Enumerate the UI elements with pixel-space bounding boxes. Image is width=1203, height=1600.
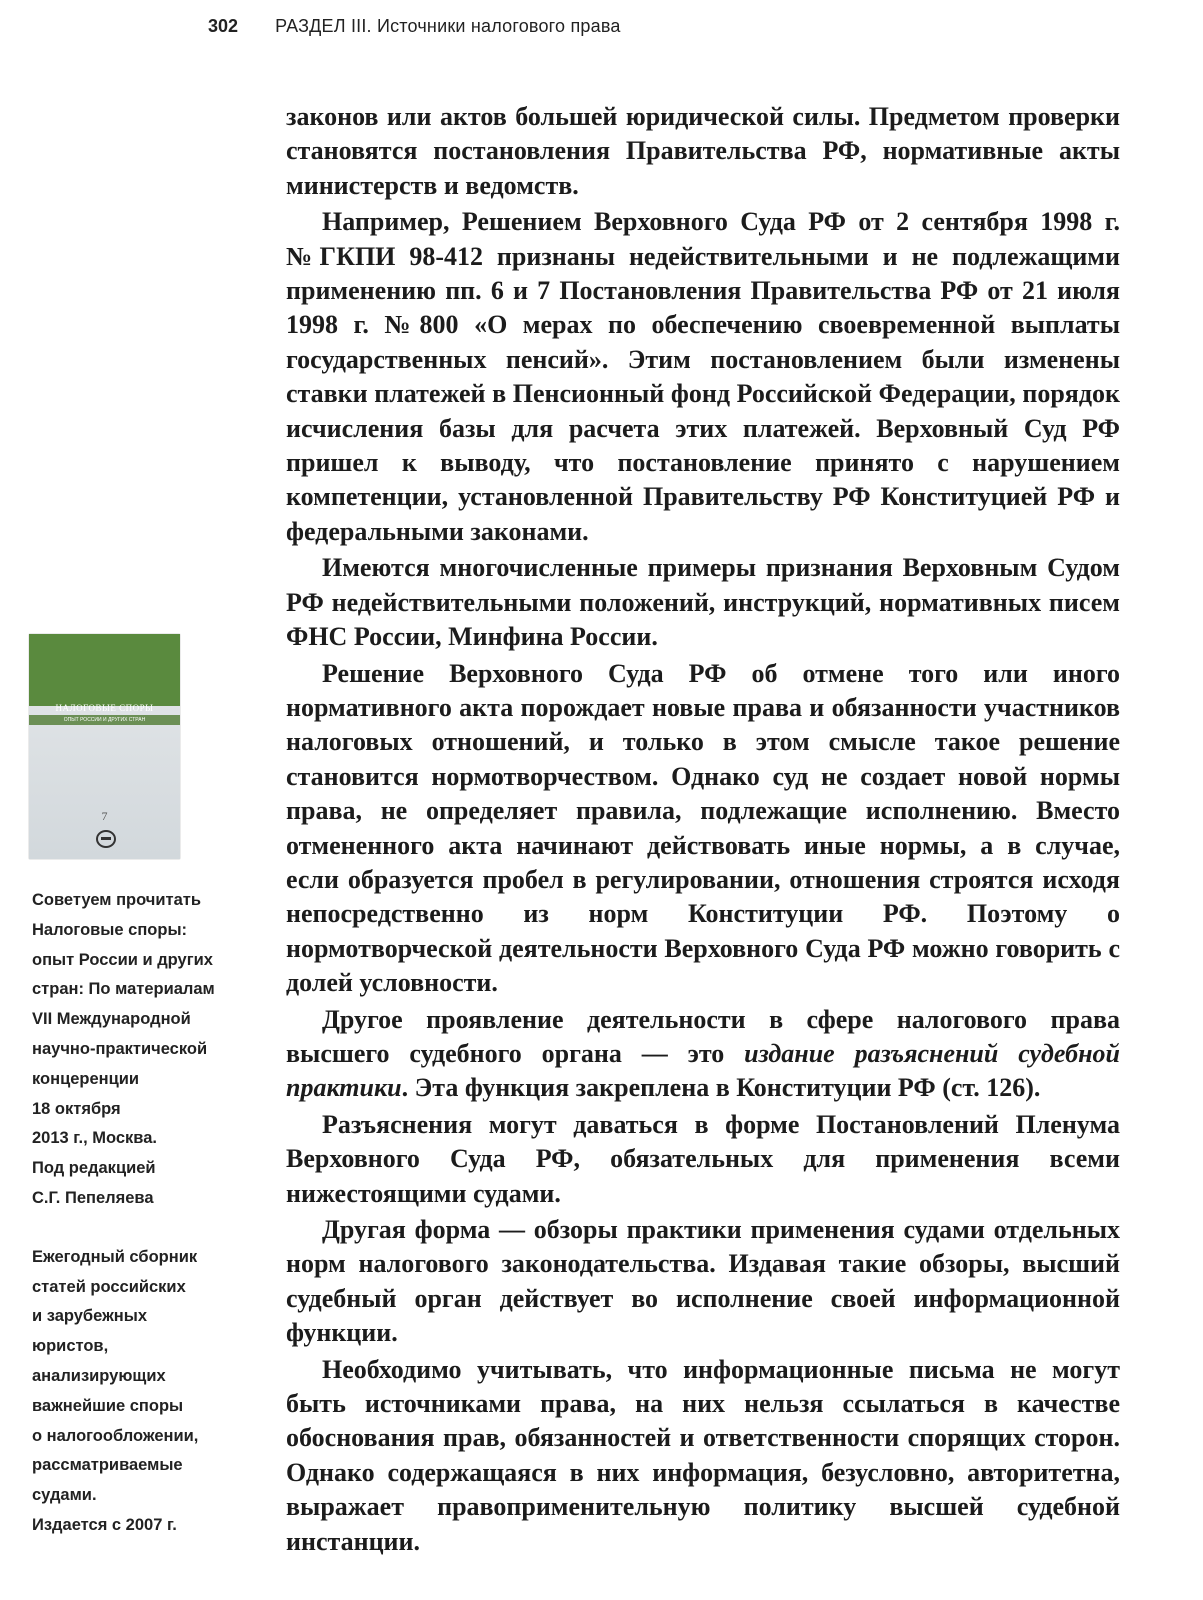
sidebar-line: и зарубежных <box>32 1307 148 1326</box>
italic-emphasis: издание разъяснений судебной практики <box>286 1038 1120 1103</box>
paragraph <box>286 1003 1120 1106</box>
sidebar-line: опыт России и других <box>32 950 213 969</box>
cover-edition: 7 <box>101 809 108 823</box>
sidebar-line: Ежегодный сборник <box>32 1247 198 1266</box>
main-text <box>286 100 1120 1561</box>
sidebar-line: Издается с 2007 г. <box>32 1515 177 1534</box>
paragraph: Решение Верховного Суда РФ об отмене того или иного нормативного акта порождает новые права и обязанности участников налоговых отношений, и только в этом смысле такое решение становится нормотворчеством. Однако суд не создает новой нормы права, не определяет правила, подлежащие исполнению. Вместо отмененного акта начинают действовать иные нормы, а в случае, если образуется пробел в регулировании, отношения строятся исходя непосредственно из норм Конституции РФ. Поэтому о нормотворческой деятельности Верховного Суда РФ можно говорить с долей условности. <box>286 658 1120 998</box>
sidebar-line: 18 октября <box>32 1099 121 1118</box>
sidebar-line: Советуем прочитать <box>32 891 201 909</box>
paragraph-text: . Эта функция закреплена в Конституции РФ (ст. 126). <box>401 1073 1041 1103</box>
sidebar-line: концеренции <box>32 1069 140 1088</box>
section-title: РАЗДЕЛ III. Источники налогового права <box>275 16 621 36</box>
sidebar-line: стран: По материалам <box>32 980 215 999</box>
paragraph: Другая форма — обзоры практики применения судами отдельных норм налогового законодательства. Издавая такие обзоры, высший судебный орган действует во исполнение своей информационной функции. <box>286 1215 1120 1348</box>
sidebar-spacer <box>32 1214 262 1243</box>
paragraph: Например, Решением Верховного Суда РФ от 2 сентября 1998 г. №ГКПИ 98-412 признаны недействительными и не подлежащими применению пп. 6 и 7 Постановления Правительства РФ от 21 июля 1998 г. №800 «О мерах по обеспечению своевременной выплаты государственных пенсий». Этим постановлением были изменены ставки платежей в Пенсионный фонд Российской Федерации, порядок исчисления базы для расчета этих платежей. Верховный Суд РФ пришел к выводу, что постановление принято с нарушением компетенции, установленной Правительству РФ Конституцией РФ и федеральными законами. <box>286 207 1120 546</box>
cover-subtitle: ОПЫТ РОССИИ И ДРУГИХ СТРАН <box>63 717 146 723</box>
paragraph-text: Другое проявление деятельности в сфере налогового права высшего судебного органа — это <box>286 1004 1120 1068</box>
publisher-logo-icon <box>96 830 116 848</box>
sidebar-line: рассматриваемые <box>32 1456 183 1475</box>
running-header <box>208 16 621 37</box>
page-number: 302 <box>208 16 239 36</box>
sidebar-line: 2013 г., Москва. <box>32 1129 157 1148</box>
sidebar-line: статей российских <box>32 1277 186 1296</box>
sidebar-line: важнейшие споры <box>32 1396 184 1415</box>
paragraph: Имеются многочисленные примеры признания Верховным Судом РФ недействительными положений, инструкций, нормативных писем ФНС России, Минфина России. <box>286 553 1120 652</box>
paragraph: законов или актов большей юридической силы. Предметом проверки становятся постановления Правительства РФ, нормативные акты министерств и ведомств. <box>286 102 1120 200</box>
sidebar-line: Под редакцией <box>32 1159 156 1178</box>
sidebar-line: юристов, <box>32 1337 109 1356</box>
paragraph: Разъяснения могут даваться в форме Постановлений Пленума Верховного Суда РФ, обязательных для применения всеми нижестоящими судами. <box>286 1109 1120 1208</box>
sidebar-line: научно-практической <box>32 1039 208 1058</box>
cover-title: НАЛОГОВЫЕ СПОРЫ <box>55 703 154 713</box>
book-cover-image <box>29 634 180 859</box>
sidebar-note <box>32 886 262 1541</box>
sidebar-line: Налоговые споры: <box>32 920 188 939</box>
sidebar-line: судами. <box>32 1486 97 1505</box>
sidebar-line: анализирующих <box>32 1366 166 1385</box>
paragraph: Необходимо учитывать, что информационные письма не могут быть источниками права, на них нельзя ссылаться в качестве обоснования прав, обязанностей и ответственности спорящих сторон. Однако содержащаяся в них информация, безусловно, авторитетна, выражает правоприменительную политику высшей судебной инстанции. <box>286 1354 1120 1556</box>
cover-green-panel <box>29 634 180 706</box>
sidebar-line: о налогообложении, <box>32 1426 199 1445</box>
sidebar-line: С.Г. Пепеляева <box>32 1188 154 1207</box>
sidebar-line: VII Международной <box>32 1010 191 1029</box>
